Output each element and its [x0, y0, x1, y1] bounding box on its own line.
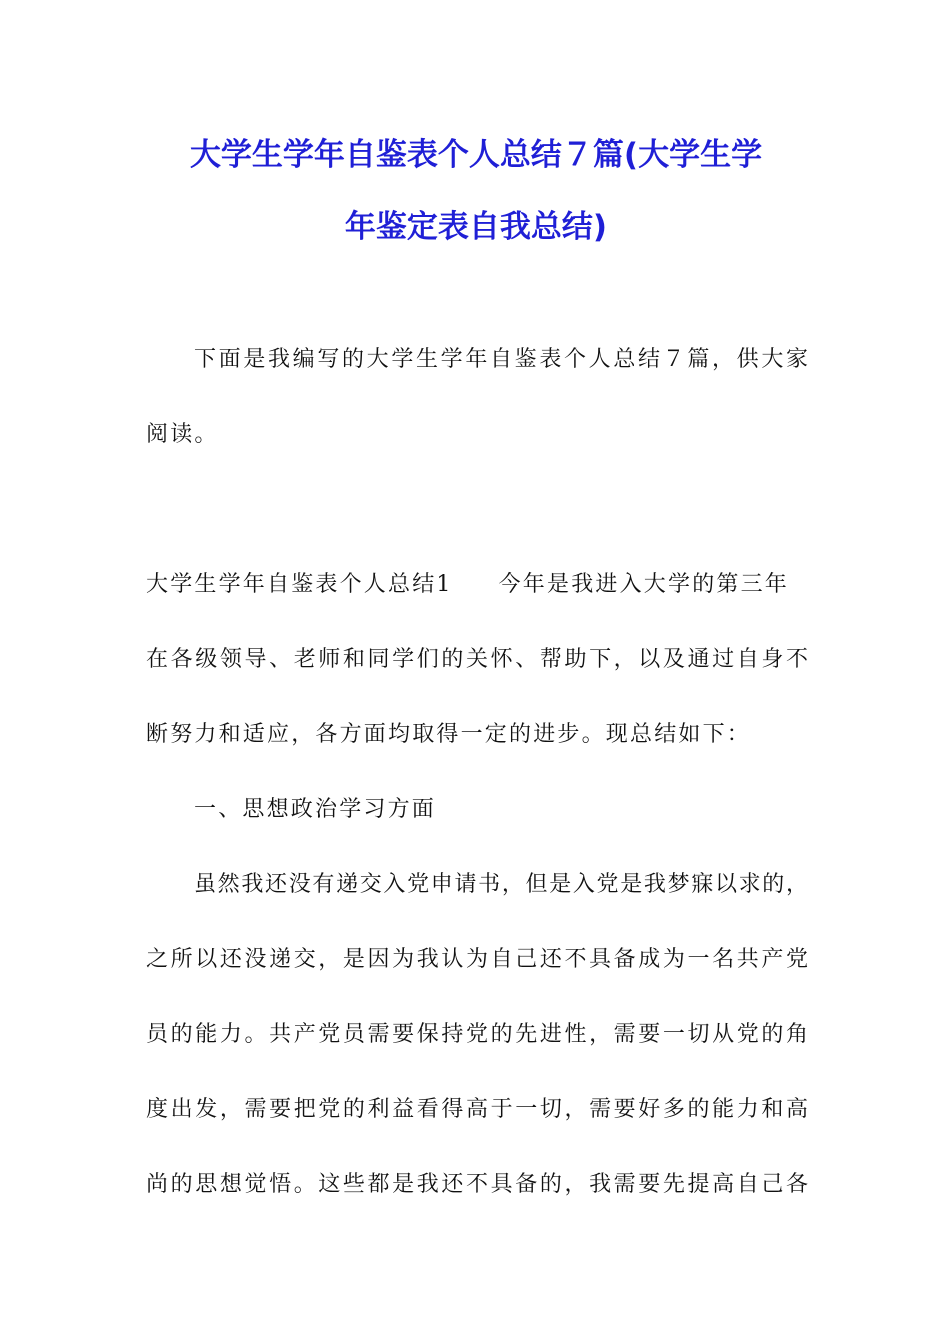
- body-line-3: 员的能力。共产党员需要保持党的先进性，需要一切从党的角: [146, 1022, 808, 1047]
- section-first-sentence: 今年是我进入大学的第三年: [498, 572, 790, 597]
- body-line-4: 度出发，需要把党的利益看得高于一切，需要好多的能力和高: [146, 1097, 808, 1122]
- body-line-5: 尚的思想觉悟。这些都是我还不具备的，我需要先提高自己各: [146, 1172, 808, 1197]
- intro-line-2: 阅读。: [146, 422, 219, 447]
- document-title-line-1: 大学生学年自鉴表个人总结７篇(大学生学: [189, 137, 763, 173]
- document-title-line-2: 年鉴定表自我总结): [344, 209, 608, 245]
- section-line-3: 断努力和适应，各方面均取得一定的进步。现总结如下：: [146, 722, 752, 747]
- section-first-line: [146, 570, 808, 600]
- intro-line-1: 下面是我编写的大学生学年自鉴表个人总结７篇，供大家: [194, 347, 808, 372]
- body-line-1: 虽然我还没有递交入党申请书，但是入党是我梦寐以求的，: [194, 872, 808, 897]
- section-line-2: 在各级领导、老师和同学们的关怀、帮助下，以及通过自身不: [146, 647, 808, 672]
- section-title: 大学生学年自鉴表个人总结1: [146, 572, 453, 597]
- body-line-2: 之所以还没递交，是因为我认为自己还不具备成为一名共产党: [146, 947, 808, 972]
- heading-political-study: 一、思想政治学习方面: [194, 797, 437, 822]
